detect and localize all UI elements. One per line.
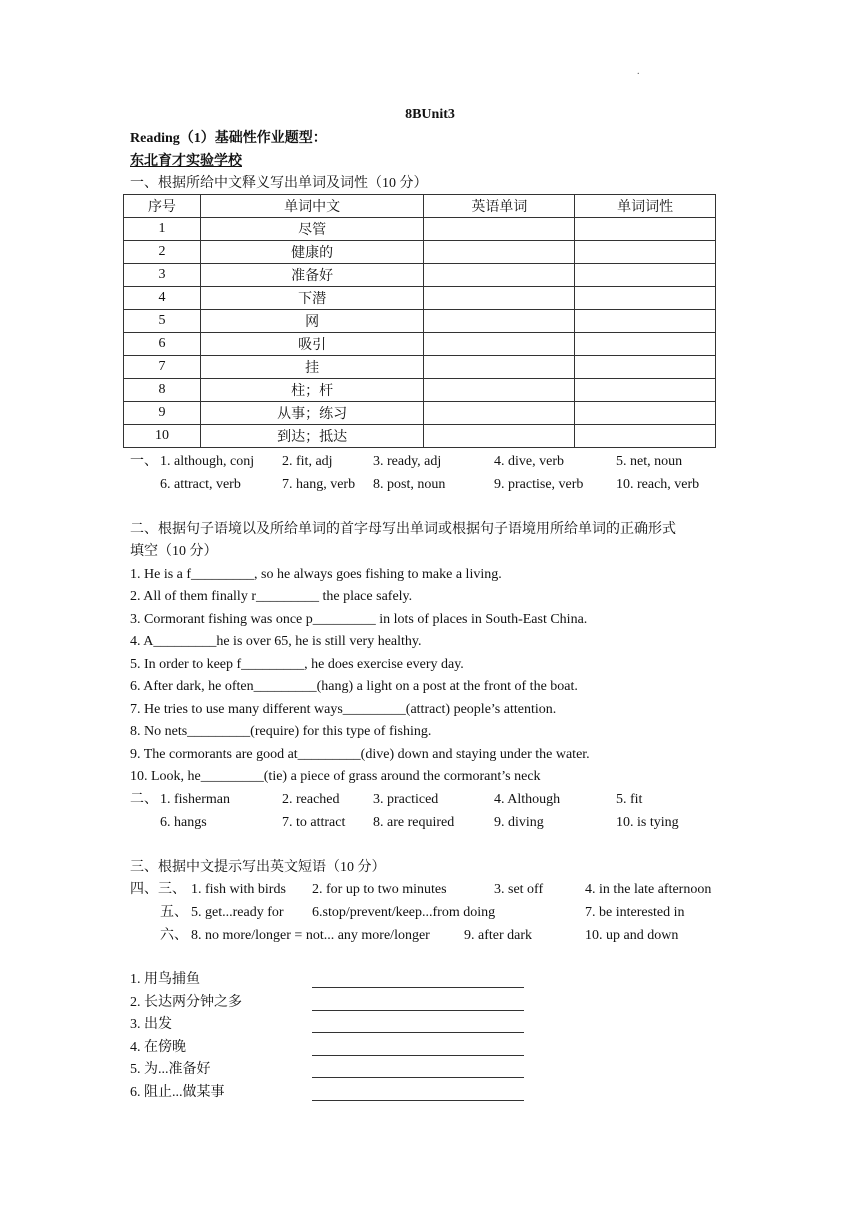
corner-dot: . [637,66,640,77]
table-row [124,333,716,356]
sentence-item: 7. He tries to use many different ways_________(attract) people’s attention. [130,702,557,717]
answer-item: 3. practiced [373,792,439,807]
row-pos-blank [575,218,716,241]
sentence-item: 3. Cormorant fishing was once p_________ in lots of places in South-East China. [130,612,588,627]
row-number: 3 [124,264,201,287]
row-pos-blank [575,241,716,264]
section3-heading: 三、根据中文提示写出英文短语（10 分） [130,860,386,875]
row-pos-blank [575,425,716,448]
answer-item: 1. fish with birds [191,882,286,897]
answer-item: 5. fit [616,792,643,807]
sentence-item: 6. After dark, he often_________(hang) a light on a post at the front of the boat. [130,679,578,694]
row-pos-blank [575,402,716,425]
sentence-item: 2. All of them finally r_________ the place safely. [130,589,413,604]
answers2-label: 二、 [130,792,158,807]
row-number: 5 [124,310,201,333]
row-pos-blank [575,356,716,379]
answer-item: 5. net, noun [616,454,683,469]
row-pos-blank [575,310,716,333]
row-chinese: 下潜 [200,287,424,310]
sentence-item: 1. He is a f_________, so he always goes fishing to make a living. [130,567,502,582]
answer-blank-line[interactable] [312,1076,524,1078]
answer-item: 7. be interested in [585,905,685,920]
answer-item: 2. for up to two minutes [312,882,447,897]
answer-item: 8. are required [373,815,455,830]
answer-item: 1. although, conj [160,454,255,469]
page-title: 8BUnit3 [405,107,455,122]
row-number: 8 [124,379,201,402]
row-number: 2 [124,241,201,264]
row-pos-blank [575,379,716,402]
row-pos-blank [575,333,716,356]
row-number: 1 [124,218,201,241]
answer-blank-line[interactable] [312,1031,524,1033]
answer-item: 10. reach, verb [616,477,700,492]
row-english-blank [424,333,575,356]
row-english-blank [424,425,575,448]
row-chinese: 柱；杆 [200,379,424,402]
answer-blank-line[interactable] [312,986,524,988]
answer-item: 4. dive, verb [494,454,564,469]
row-english-blank [424,379,575,402]
answer-item: 6. attract, verb [160,477,241,492]
phrase-prompt: 3. 出发 [130,1017,172,1032]
sentence-item: 4. A_________he is over 65, he is still very healthy. [130,634,422,649]
answer-item: 7. to attract [282,815,346,830]
row-number: 4 [124,287,201,310]
phrase-prompt: 4. 在傍晚 [130,1040,186,1055]
answer-item: 9. after dark [464,928,533,943]
answer-blank-line[interactable] [312,1099,524,1101]
row-english-blank [424,264,575,287]
answers3-label: 六、 [160,928,188,943]
table-row [124,287,716,310]
sentence-item: 10. Look, he_________(tie) a piece of grass around the cormorant’s neck [130,769,541,784]
table-row [124,425,716,448]
row-number: 9 [124,402,201,425]
row-pos-blank [575,287,716,310]
answer-item: 10. up and down [585,928,679,943]
phrase-prompt: 2. 长达两分钟之多 [130,995,242,1010]
row-chinese: 网 [200,310,424,333]
answer-item: 7. hang, verb [282,477,356,492]
row-number: 10 [124,425,201,448]
answers1-label: 一、 [130,454,158,469]
section1-heading: 一、根据所给中文释义写出单词及词性（10 分） [130,176,428,191]
row-chinese: 挂 [200,356,424,379]
row-chinese: 尽管 [200,218,424,241]
header-english: 英语单词 [424,195,575,218]
answer-item: 4. Although [494,792,561,807]
answer-item: 9. diving [494,815,544,830]
school-name: 东北育才实验学校 [130,154,242,169]
answer-item: 3. set off [494,882,544,897]
header-pos: 单词词性 [575,195,716,218]
row-english-blank [424,356,575,379]
phrase-prompt: 6. 阻止...做某事 [130,1085,225,1100]
answer-item: 5. get...ready for [191,905,284,920]
row-english-blank [424,287,575,310]
row-chinese: 到达；抵达 [200,425,424,448]
answer-item: 2. reached [282,792,340,807]
table-row [124,310,716,333]
table-row [124,241,716,264]
sentence-item: 5. In order to keep f_________, he does exercise every day. [130,657,464,672]
vocab-table [123,194,716,448]
answers3-label: 五、 [160,905,188,920]
answer-item: 6. hangs [160,815,207,830]
row-chinese: 准备好 [200,264,424,287]
table-row [124,402,716,425]
phrase-prompt: 1. 用鸟捕鱼 [130,972,200,987]
section2-heading: 二、根据句子语境以及所给单词的首字母写出单词或根据句子语境用所给单词的正确形式 [130,522,676,537]
phrase-prompt: 5. 为...准备好 [130,1062,211,1077]
row-chinese: 从事；练习 [200,402,424,425]
row-chinese: 健康的 [200,241,424,264]
row-pos-blank [575,264,716,287]
answer-item: 1. fisherman [160,792,230,807]
table-row [124,379,716,402]
table-row [124,356,716,379]
answer-blank-line[interactable] [312,1009,524,1011]
answer-item: 2. fit, adj [282,454,333,469]
row-english-blank [424,310,575,333]
row-chinese: 吸引 [200,333,424,356]
sentence-item: 9. The cormorants are good at_________(dive) down and staying under the water. [130,747,590,762]
table-row [124,218,716,241]
answer-item: 10. is tying [616,815,679,830]
header-chinese: 单词中文 [200,195,424,218]
table-row [124,264,716,287]
row-english-blank [424,241,575,264]
answer-item: 9. practise, verb [494,477,584,492]
subtitle: Reading（1）基础性作业题型： [130,131,327,146]
answer-item: 6.stop/prevent/keep...from doing [312,905,496,920]
row-english-blank [424,218,575,241]
row-english-blank [424,402,575,425]
table-header-row [124,195,716,218]
answer-blank-line[interactable] [312,1054,524,1056]
sentence-item: 8. No nets_________(require) for this type of fishing. [130,724,432,739]
row-number: 6 [124,333,201,356]
answer-item: 8. no more/longer = not... any more/longer [191,928,430,943]
answer-item: 3. ready, adj [373,454,442,469]
header-number: 序号 [124,195,201,218]
answer-item: 8. post, noun [373,477,446,492]
row-number: 7 [124,356,201,379]
answers3-label: 四、三、 [130,882,186,897]
section2-heading-cont: 填空（10 分） [130,544,218,559]
answer-item: 4. in the late afternoon [585,882,712,897]
